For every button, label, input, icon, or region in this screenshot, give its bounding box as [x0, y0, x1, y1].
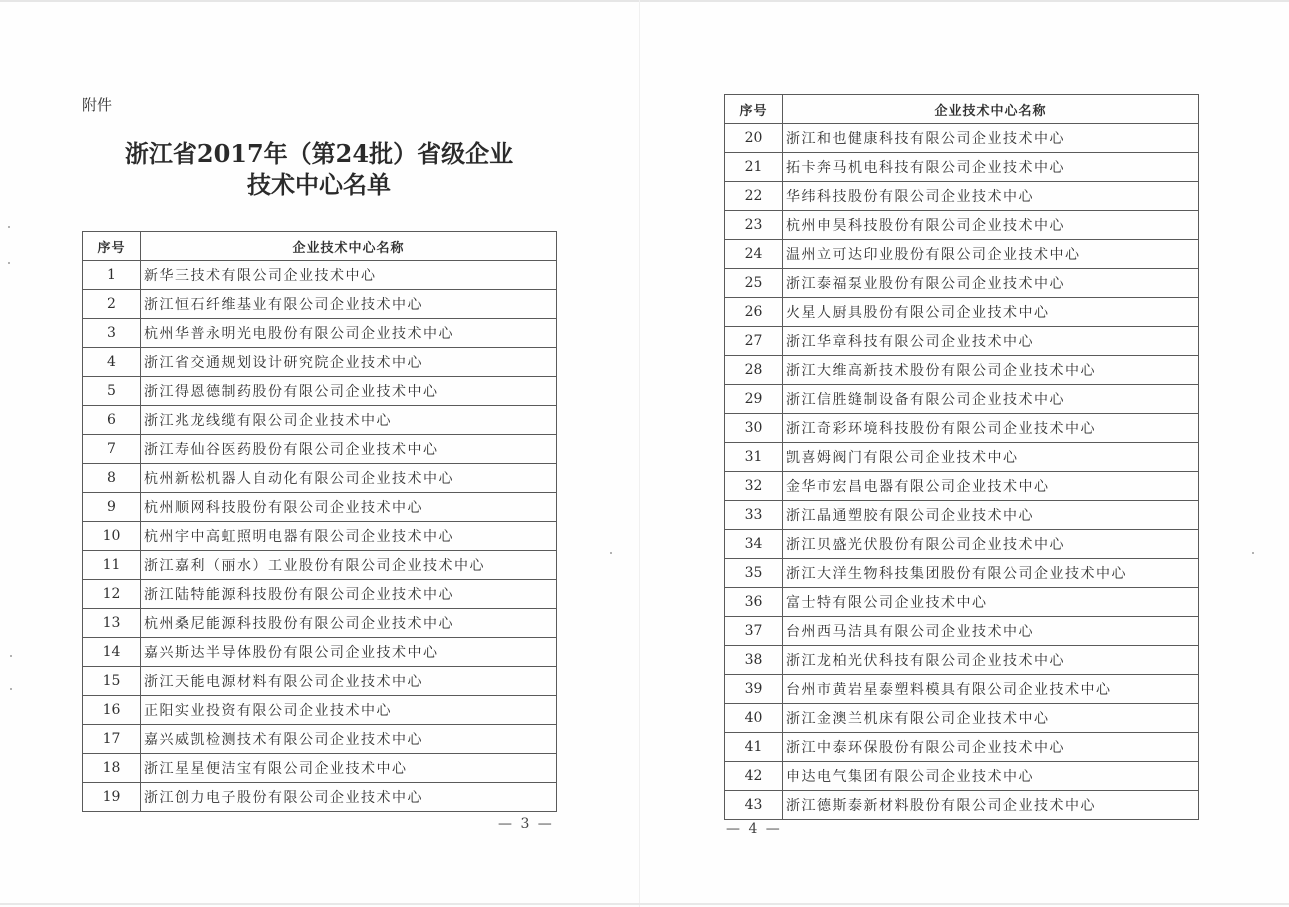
title-line-1: 浙江省2017年（第24批）省级企业 [124, 139, 514, 168]
row-number: 31 [725, 443, 783, 472]
enterprise-name: 杭州桑尼能源科技股份有限公司企业技术中心 [141, 609, 557, 638]
table-row [725, 153, 1199, 182]
row-number: 21 [725, 153, 783, 182]
row-number: 8 [83, 464, 141, 493]
enterprise-name: 浙江金澳兰机床有限公司企业技术中心 [783, 704, 1199, 733]
table-row [725, 414, 1199, 443]
enterprise-table-left [82, 231, 557, 812]
row-number: 5 [83, 377, 141, 406]
table-row [83, 638, 557, 667]
enterprise-name: 新华三技术有限公司企业技术中心 [141, 261, 557, 290]
enterprise-name: 浙江星星便洁宝有限公司企业技术中心 [141, 754, 557, 783]
row-number: 3 [83, 319, 141, 348]
enterprise-name: 杭州华普永明光电股份有限公司企业技术中心 [141, 319, 557, 348]
enterprise-name: 浙江德斯泰新材料股份有限公司企业技术中心 [783, 791, 1199, 820]
table-row [83, 754, 557, 783]
table-row [725, 733, 1199, 762]
row-number: 30 [725, 414, 783, 443]
enterprise-name: 浙江创力电子股份有限公司企业技术中心 [141, 783, 557, 812]
table-row [725, 211, 1199, 240]
enterprise-name: 浙江大维高新技术股份有限公司企业技术中心 [783, 356, 1199, 385]
enterprise-name: 浙江中泰环保股份有限公司企业技术中心 [783, 733, 1199, 762]
table-row [725, 472, 1199, 501]
row-number: 14 [83, 638, 141, 667]
enterprise-name: 浙江得恩德制药股份有限公司企业技术中心 [141, 377, 557, 406]
row-number: 16 [83, 696, 141, 725]
enterprise-name: 申达电气集团有限公司企业技术中心 [783, 762, 1199, 791]
enterprise-name: 杭州申昊科技股份有限公司企业技术中心 [783, 211, 1199, 240]
enterprise-name: 华纬科技股份有限公司企业技术中心 [783, 182, 1199, 211]
row-number: 13 [83, 609, 141, 638]
row-number: 34 [725, 530, 783, 559]
enterprise-name: 浙江信胜缝制设备有限公司企业技术中心 [783, 385, 1199, 414]
enterprise-name: 浙江贝盛光伏股份有限公司企业技术中心 [783, 530, 1199, 559]
enterprise-name: 浙江天能电源材料有限公司企业技术中心 [141, 667, 557, 696]
enterprise-name: 拓卡奔马机电科技有限公司企业技术中心 [783, 153, 1199, 182]
header-name: 企业技术中心名称 [141, 232, 557, 261]
enterprise-name: 浙江寿仙谷医药股份有限公司企业技术中心 [141, 435, 557, 464]
row-number: 2 [83, 290, 141, 319]
enterprise-name: 浙江嘉利（丽水）工业股份有限公司企业技术中心 [141, 551, 557, 580]
table-row [725, 182, 1199, 211]
row-number: 1 [83, 261, 141, 290]
table-row [83, 696, 557, 725]
table-row [725, 240, 1199, 269]
row-number: 25 [725, 269, 783, 298]
row-number: 28 [725, 356, 783, 385]
table-row [725, 298, 1199, 327]
row-number: 40 [725, 704, 783, 733]
enterprise-name: 台州市黄岩星泰塑料模具有限公司企业技术中心 [783, 675, 1199, 704]
enterprise-name: 杭州顺网科技股份有限公司企业技术中心 [141, 493, 557, 522]
enterprise-name: 浙江省交通规划设计研究院企业技术中心 [141, 348, 557, 377]
enterprise-name: 杭州宇中高虹照明电器有限公司企业技术中心 [141, 522, 557, 551]
table-row [83, 464, 557, 493]
table-row [83, 435, 557, 464]
row-number: 11 [83, 551, 141, 580]
row-number: 7 [83, 435, 141, 464]
enterprise-name: 金华市宏昌电器有限公司企业技术中心 [783, 472, 1199, 501]
row-number: 22 [725, 182, 783, 211]
enterprise-name: 浙江陆特能源科技股份有限公司企业技术中心 [141, 580, 557, 609]
enterprise-name: 嘉兴斯达半导体股份有限公司企业技术中心 [141, 638, 557, 667]
row-number: 37 [725, 617, 783, 646]
table-row [725, 530, 1199, 559]
table-row [83, 783, 557, 812]
table-row [725, 646, 1199, 675]
row-number: 39 [725, 675, 783, 704]
row-number: 36 [725, 588, 783, 617]
row-number: 4 [83, 348, 141, 377]
enterprise-name: 浙江龙柏光伏科技有限公司企业技术中心 [783, 646, 1199, 675]
enterprise-name: 浙江奇彩环境科技股份有限公司企业技术中心 [783, 414, 1199, 443]
table-row [83, 725, 557, 754]
enterprise-name: 嘉兴威凯检测技术有限公司企业技术中心 [141, 725, 557, 754]
table-row [83, 580, 557, 609]
table-header-row [83, 232, 557, 261]
row-number: 15 [83, 667, 141, 696]
table-row [725, 675, 1199, 704]
enterprise-name: 浙江和也健康科技有限公司企业技术中心 [783, 124, 1199, 153]
table-row [83, 493, 557, 522]
enterprise-name: 凯喜姆阀门有限公司企业技术中心 [783, 443, 1199, 472]
table-row [725, 559, 1199, 588]
header-name: 企业技术中心名称 [783, 95, 1199, 124]
table-row [725, 588, 1199, 617]
enterprise-name: 浙江华章科技有限公司企业技术中心 [783, 327, 1199, 356]
header-seq: 序号 [725, 95, 783, 124]
row-number: 10 [83, 522, 141, 551]
enterprise-name: 浙江大洋生物科技集团股份有限公司企业技术中心 [783, 559, 1199, 588]
enterprise-name: 浙江兆龙线缆有限公司企业技术中心 [141, 406, 557, 435]
table-row [83, 319, 557, 348]
row-number: 29 [725, 385, 783, 414]
table-row [725, 704, 1199, 733]
table-row [725, 269, 1199, 298]
enterprise-name: 台州西马洁具有限公司企业技术中心 [783, 617, 1199, 646]
enterprise-name: 富士特有限公司企业技术中心 [783, 588, 1199, 617]
table-row [83, 377, 557, 406]
row-number: 24 [725, 240, 783, 269]
page-number-right: — 4 — [726, 821, 782, 837]
row-number: 42 [725, 762, 783, 791]
row-number: 20 [725, 124, 783, 153]
row-number: 35 [725, 559, 783, 588]
table-row [83, 609, 557, 638]
enterprise-name: 浙江恒石纤维基业有限公司企业技术中心 [141, 290, 557, 319]
enterprise-name: 浙江晶通塑胶有限公司企业技术中心 [783, 501, 1199, 530]
row-number: 38 [725, 646, 783, 675]
table-row [725, 443, 1199, 472]
table-row [83, 522, 557, 551]
row-number: 17 [83, 725, 141, 754]
row-number: 18 [83, 754, 141, 783]
table-row [83, 551, 557, 580]
enterprise-name: 杭州新松机器人自动化有限公司企业技术中心 [141, 464, 557, 493]
table-row [83, 667, 557, 696]
table-row [725, 385, 1199, 414]
table-row [83, 348, 557, 377]
table-row [725, 791, 1199, 820]
row-number: 43 [725, 791, 783, 820]
table-row [725, 356, 1199, 385]
table-row [83, 406, 557, 435]
enterprise-name: 浙江泰福泵业股份有限公司企业技术中心 [783, 269, 1199, 298]
enterprise-name: 正阳实业投资有限公司企业技术中心 [141, 696, 557, 725]
table-row [725, 501, 1199, 530]
row-number: 33 [725, 501, 783, 530]
row-number: 41 [725, 733, 783, 762]
table-row [725, 327, 1199, 356]
table-header-row [725, 95, 1199, 124]
row-number: 6 [83, 406, 141, 435]
row-number: 26 [725, 298, 783, 327]
header-seq: 序号 [83, 232, 141, 261]
enterprise-name: 温州立可达印业股份有限公司企业技术中心 [783, 240, 1199, 269]
table-row [83, 261, 557, 290]
enterprise-name: 火星人厨具股份有限公司企业技术中心 [783, 298, 1199, 327]
row-number: 9 [83, 493, 141, 522]
attachment-label: 附件 [82, 96, 113, 114]
table-row [725, 617, 1199, 646]
table-row [83, 290, 557, 319]
table-row [725, 124, 1199, 153]
row-number: 32 [725, 472, 783, 501]
title-line-2: 技术中心名单 [247, 170, 391, 199]
enterprise-table-right [724, 94, 1199, 820]
document-title [82, 138, 556, 200]
row-number: 23 [725, 211, 783, 240]
page-number-left: — 3 — [498, 816, 554, 832]
row-number: 27 [725, 327, 783, 356]
table-row [725, 762, 1199, 791]
row-number: 19 [83, 783, 141, 812]
row-number: 12 [83, 580, 141, 609]
